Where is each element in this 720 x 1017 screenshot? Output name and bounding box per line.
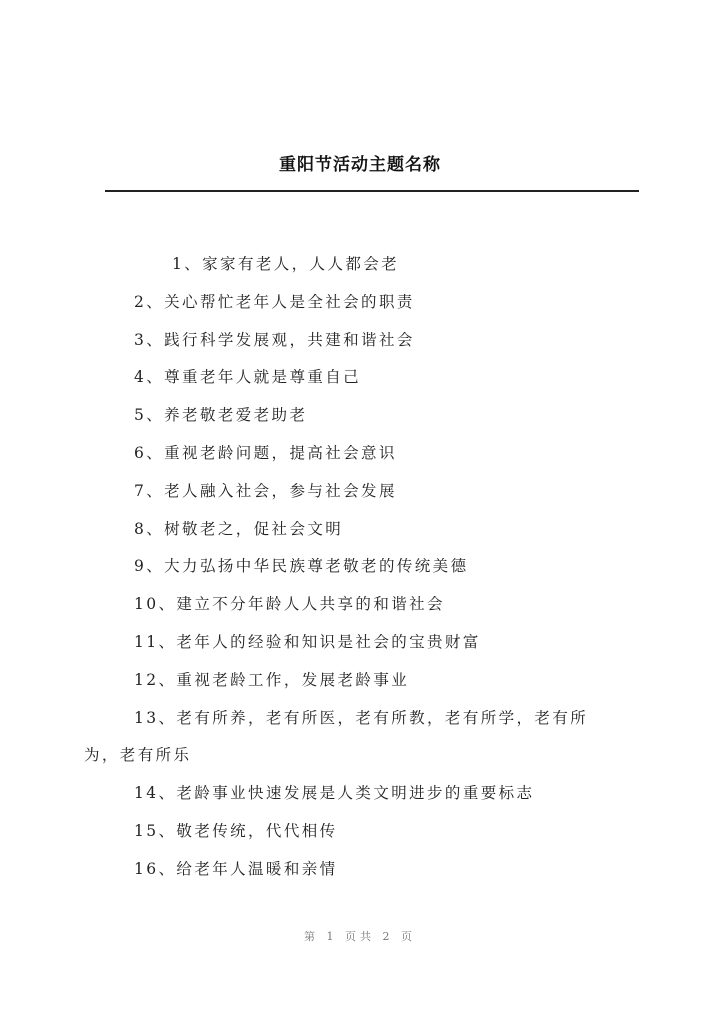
list-item: 9、大力弘扬中华民族尊老敬老的传统美德 <box>134 557 469 576</box>
list-item: 12、重视老龄工作，发展老龄事业 <box>134 670 410 689</box>
page-title: 重阳节活动主题名称 <box>279 155 441 175</box>
list-item: 2、关心帮忙老年人是全社会的职责 <box>134 292 415 311</box>
list-item: 7、老人融入社会，参与社会发展 <box>134 481 397 500</box>
theme-list <box>0 246 720 889</box>
page-footer: 第 1 页共 2 页 <box>304 930 416 943</box>
list-item: 16、给老年人温暖和亲情 <box>134 859 338 878</box>
list-item: 4、尊重老年人就是尊重自己 <box>134 368 362 387</box>
list-item: 15、敬老传统，代代相传 <box>134 821 338 840</box>
list-item: 3、践行科学发展观，共建和谐社会 <box>134 330 415 349</box>
list-item: 13、老有所养，老有所医，老有所教，老有所学，老有所 <box>134 708 589 727</box>
list-item: 10、建立不分年龄人人共享的和谐社会 <box>134 595 445 614</box>
title-divider <box>105 190 639 192</box>
list-item: 5、养老敬老爱老助老 <box>134 406 308 425</box>
list-item: 11、老年人的经验和知识是社会的宝贵财富 <box>134 632 481 651</box>
list-item-continuation: 为，老有所乐 <box>84 746 192 765</box>
list-item: 8、树敬老之，促社会文明 <box>134 519 344 538</box>
list-item: 14、老龄事业快速发展是人类文明进步的重要标志 <box>134 784 535 803</box>
list-item: 1、家家有老人，人人都会老 <box>172 255 400 273</box>
list-item: 6、重视老龄问题，提高社会意识 <box>134 443 397 462</box>
